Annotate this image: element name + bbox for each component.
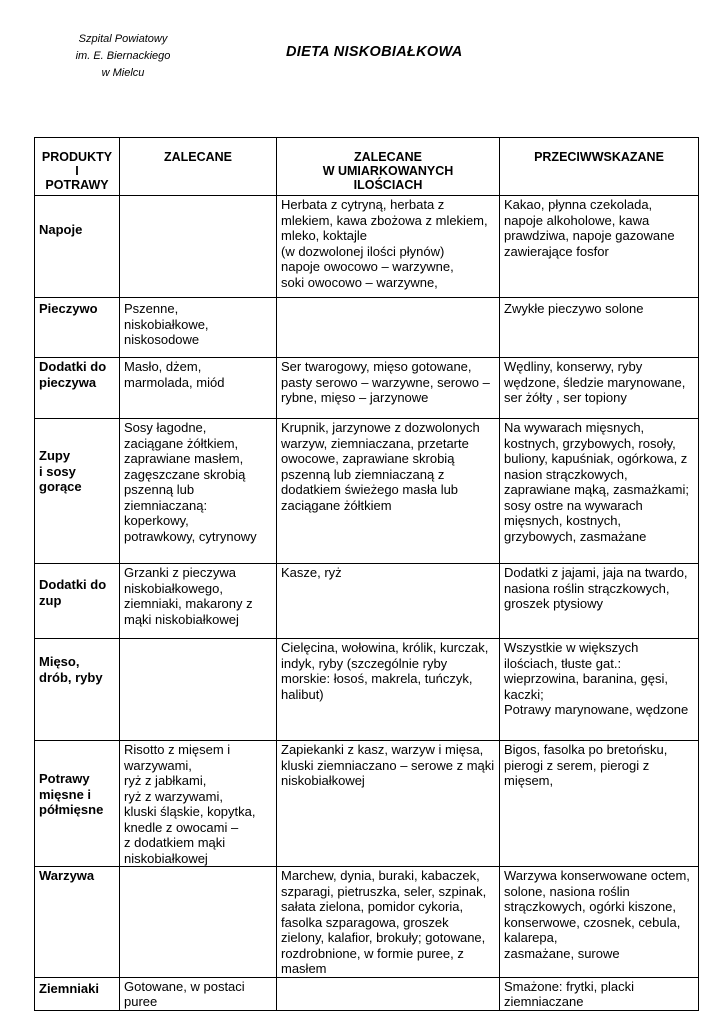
category-cell: Napoje xyxy=(35,196,120,298)
contraindicated-cell: Smażone: frytki, placki ziemniaczane xyxy=(500,977,699,1010)
category-cell: Dodatki do zup xyxy=(35,564,120,639)
moderate-cell: Cielęcina, wołowina, królik, kurczak, indyk, ryby (szczególnie ryby morskie: łosoś, makrela, tuńczyk, halibut) xyxy=(277,639,500,741)
contraindicated-cell: Dodatki z jajami, jaja na twardo, nasiona roślin strączkowych, groszek ptysiowy xyxy=(500,564,699,639)
moderate-cell xyxy=(277,298,500,358)
recommended-cell: Pszenne, niskobiałkowe, niskosodowe xyxy=(120,298,277,358)
column-header-contraindicated: PRZECIWWSKAZANE xyxy=(500,138,699,196)
table-header-row xyxy=(35,138,699,196)
category-cell: Mięso, drób, ryby xyxy=(35,639,120,741)
moderate-cell: Ser twarogowy, mięso gotowane, pasty serowo – warzywne, serowo – rybne, mięso – jarzynowe xyxy=(277,358,500,419)
contraindicated-cell: Bigos, fasolka po bretońsku, pierogi z serem, pierogi z mięsem, xyxy=(500,741,699,867)
column-header-products: PRODUKTY I POTRAWY xyxy=(35,138,120,196)
category-cell: Ziemniaki xyxy=(35,977,120,1010)
table-row xyxy=(35,419,699,564)
hospital-line-3: w Mielcu xyxy=(101,67,145,79)
moderate-cell xyxy=(277,977,500,1010)
recommended-cell: Risotto z mięsem i warzywami, ryż z jabłkami, ryż z warzywami, kluski śląskie, kopytka, knedle z owocami – z dodatkiem mąki niskobiałkowej xyxy=(120,741,277,867)
category-cell: Warzywa xyxy=(35,867,120,978)
column-header-recommended: ZALECANE xyxy=(120,138,277,196)
recommended-cell xyxy=(120,639,277,741)
recommended-cell: Masło, dżem, marmolada, miód xyxy=(120,358,277,419)
table-row xyxy=(35,196,699,298)
category-cell: Potrawy mięsne i półmięsne xyxy=(35,741,120,867)
moderate-cell: Herbata z cytryną, herbata z mlekiem, kawa zbożowa z mlekiem, mleko, koktajle (w dozwolonej ilości płynów) napoje owocowo – warzywne, soki owocowo – warzywne, xyxy=(277,196,500,298)
category-cell: Pieczywo xyxy=(35,298,120,358)
table-row xyxy=(35,564,699,639)
contraindicated-cell: Kakao, płynna czekolada, napoje alkoholowe, kawa prawdziwa, napoje gazowane zawierające fosfor xyxy=(500,196,699,298)
contraindicated-cell: Wszystkie w większych ilościach, tłuste gat.: wieprzowina, baranina, gęsi, kaczki; Potrawy marynowane, wędzone xyxy=(500,639,699,741)
moderate-cell: Kasze, ryż xyxy=(277,564,500,639)
contraindicated-cell: Na wywarach mięsnych, kostnych, grzybowych, rosoły, buliony, kapuśniak, ogórkowa, z nasion strączkowych, zaprawiane mąką, zasmażkami; sosy ostre na wywarach mięsnych, kostnych, grzybowych, zasmażane xyxy=(500,419,699,564)
category-cell: Zupy i sosy gorące xyxy=(35,419,120,564)
recommended-cell: Sosy łagodne, zaciągane żółtkiem, zaprawiane masłem, zagęszczane skrobią pszenną lub ziemniaczaną: koperkowy, potrawkowy, cytrynowy xyxy=(120,419,277,564)
recommended-cell xyxy=(120,196,277,298)
recommended-cell xyxy=(120,867,277,978)
table-row xyxy=(35,977,699,1010)
table-row xyxy=(35,298,699,358)
hospital-line-1: Szpital Powiatowy xyxy=(78,33,168,45)
diet-table xyxy=(34,137,699,1011)
moderate-cell: Zapiekanki z kasz, warzyw i mięsa, kluski ziemniaczano – serowe z mąki niskobiałkowej xyxy=(277,741,500,867)
moderate-cell: Krupnik, jarzynowe z dozwolonych warzyw, ziemniaczana, przetarte owocowe, zaprawiane skrobią pszenną lub ziemniaczaną z dodatkiem świeżego masła lub zaciągane żółtkiem xyxy=(277,419,500,564)
table-row xyxy=(35,867,699,978)
moderate-cell: Marchew, dynia, buraki, kabaczek, szparagi, pietruszka, seler, szpinak, sałata zielona, pomidor cykoria, fasolka szparagowa, groszek zielony, kalafior, brokuły; gotowane, rozdrobnione, w formie puree, z masłem xyxy=(277,867,500,978)
table-row xyxy=(35,741,699,867)
contraindicated-cell: Zwykłe pieczywo solone xyxy=(500,298,699,358)
hospital-line-2: im. E. Biernackiego xyxy=(75,50,171,62)
hospital-name-block xyxy=(58,31,188,82)
contraindicated-cell: Warzywa konserwowane octem, solone, nasiona roślin strączkowych, ogórki kiszone, konserwowe, czosnek, cebula, kalarepa, zasmażane, surowe xyxy=(500,867,699,978)
document-title: DIETA NISKOBIAŁKOWA xyxy=(286,44,463,60)
table-row xyxy=(35,639,699,741)
contraindicated-cell: Wędliny, konserwy, ryby wędzone, śledzie marynowane, ser żółty , ser topiony xyxy=(500,358,699,419)
table-row xyxy=(35,358,699,419)
recommended-cell: Gotowane, w postaci puree xyxy=(120,977,277,1010)
column-header-moderate: ZALECANE W UMIARKOWANYCH ILOŚCIACH xyxy=(277,138,500,196)
category-cell: Dodatki do pieczywa xyxy=(35,358,120,419)
recommended-cell: Grzanki z pieczywa niskobiałkowego, ziemniaki, makarony z mąki niskobiałkowej xyxy=(120,564,277,639)
